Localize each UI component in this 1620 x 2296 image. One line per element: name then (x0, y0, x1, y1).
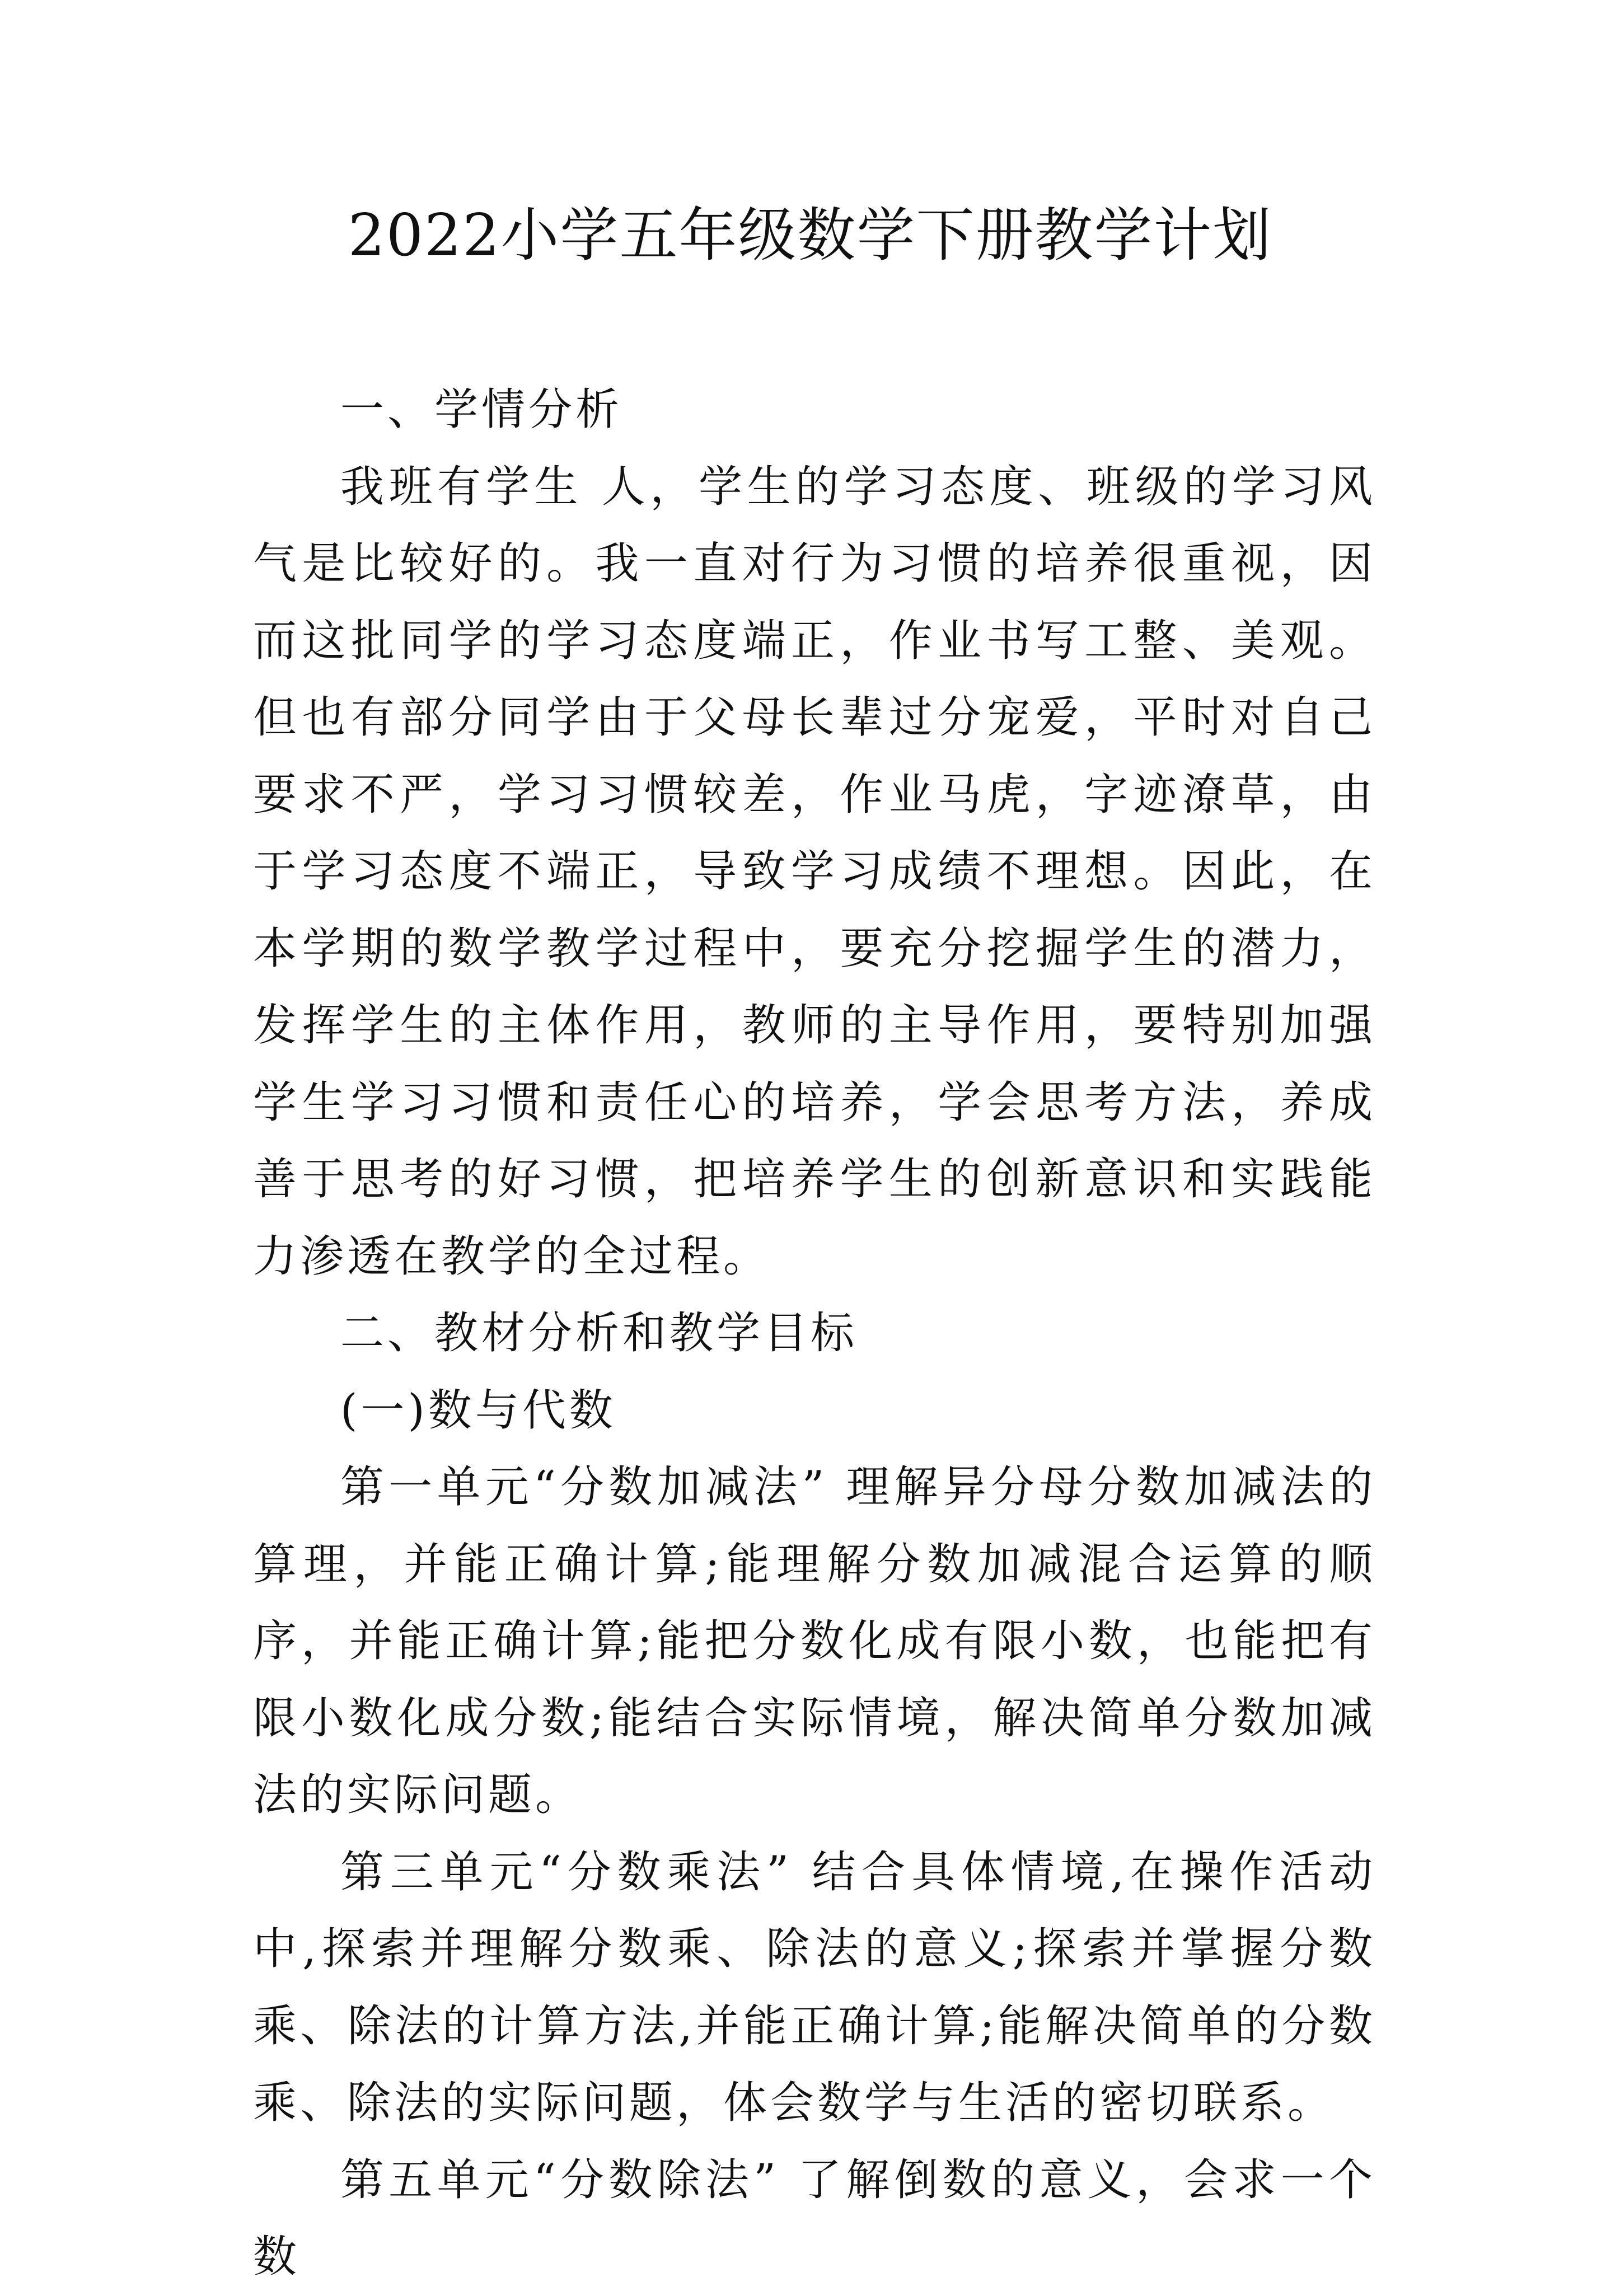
section-heading-learning-analysis: 一、学情分析 (340, 385, 623, 435)
section-heading-textbook-analysis: 二、教材分析和教学目标 (340, 1308, 858, 1358)
subsection-heading-number-algebra: (一)数与代数 (340, 1385, 616, 1436)
page-title: 2022小学五年级数学下册教学计划 (348, 201, 1272, 269)
document-body (253, 372, 1376, 2296)
paragraph-unit-3: 第三单元“分数乘法” 结合具体情境,在操作活动中,探索并理解分数乘、除法的意义;探索并掌握分数乘、除法的计算方法,并能正确计算;能解决简单的分数乘、除法的实际问题，体会数学与生活的密切联系。 (253, 1847, 1376, 2128)
paragraph-learning-analysis: 我班有学生 人，学生的学习态度、班级的学习风气是比较好的。我一直对行为习惯的培养很重视，因而这批同学的学习态度端正，作业书写工整、美观。但也有部分同学由于父母长辈过分宠爱，平时对自己要求不严，学习习惯较差，作业马虎，字迹潦草，由于学习态度不端正，导致学习成绩不理想。因此，在本学期的数学教学过程中，要充分挖掘学生的潜力，发挥学生的主体作用，教师的主导作用，要特别加强学生学习习惯和责任心的培养，学会思考方法，养成善于思考的好习惯，把培养学生的创新意识和实践能力渗透在教学的全过程。 (253, 461, 1376, 1282)
paragraph-unit-5: 第五单元“分数除法” 了解倒数的意义，会求一个数 (253, 2154, 1376, 2282)
paragraph-unit-1: 第一单元“分数加减法” 理解异分母分数加减法的算理，并能正确计算;能理解分数加减混合运算的顺序，并能正确计算;能把分数化成有限小数，也能把有限小数化成分数;能结合实际情境，解决简单分数加减法的实际问题。 (253, 1462, 1376, 1820)
